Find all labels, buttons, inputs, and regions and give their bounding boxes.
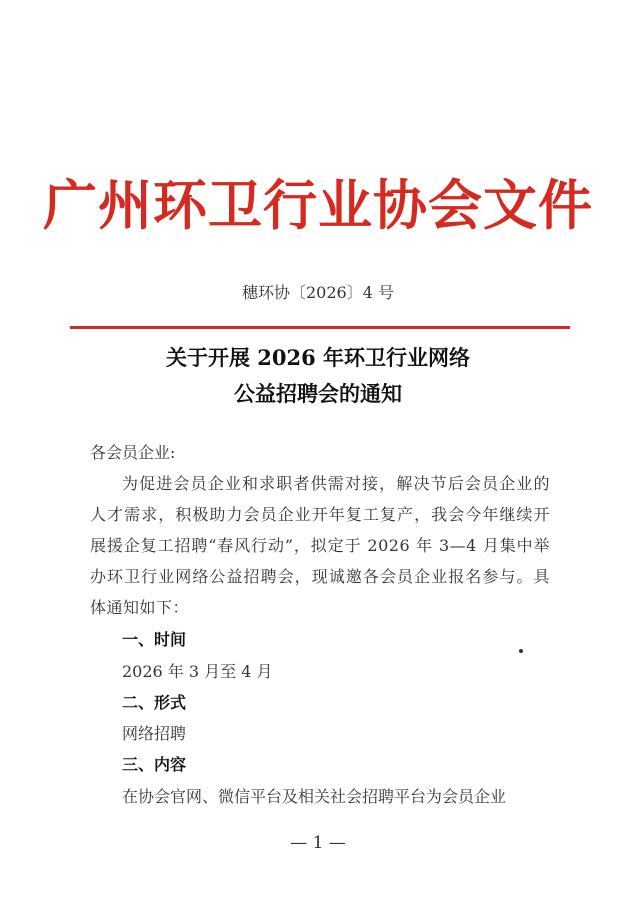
section-heading-content: 三、内容 [122,755,187,774]
section-text-format: 网络招聘 [122,724,187,743]
notice-title [0,340,636,412]
notice-title-line-1: 关于开展 2026 年环卫行业网络 [165,345,471,370]
header-divider [70,326,570,329]
page-number: — 1 — [290,833,346,853]
scan-speck [519,649,523,653]
section-heading-format: 二、形式 [122,693,187,712]
section-heading-time: 一、时间 [122,630,187,649]
document-number: 穗环协〔2026〕4 号 [242,283,394,302]
section-text-time: 2026 年 3 月至 4 月 [122,662,273,681]
notice-title-line-2: 公益招聘会的通知 [234,381,402,406]
section-text-content: 在协会官网、微信平台及相关社会招聘平台为会员企业 [122,787,507,806]
document-header-title: 广州环卫行业协会文件 [43,173,593,237]
intro-paragraph: 为促进会员企业和求职者供需对接，解决节后会员企业的人才需求，积极助力会员企业开年复工复产，我会今年继续开展援企复工招聘“春风行动”，拟定于 2026 年 3—4 月集中举办环卫行业网络公益招聘会，现诚邀各会员企业报名参与。具体通知如下： [90,474,550,617]
salutation: 各会员企业: [90,443,176,462]
